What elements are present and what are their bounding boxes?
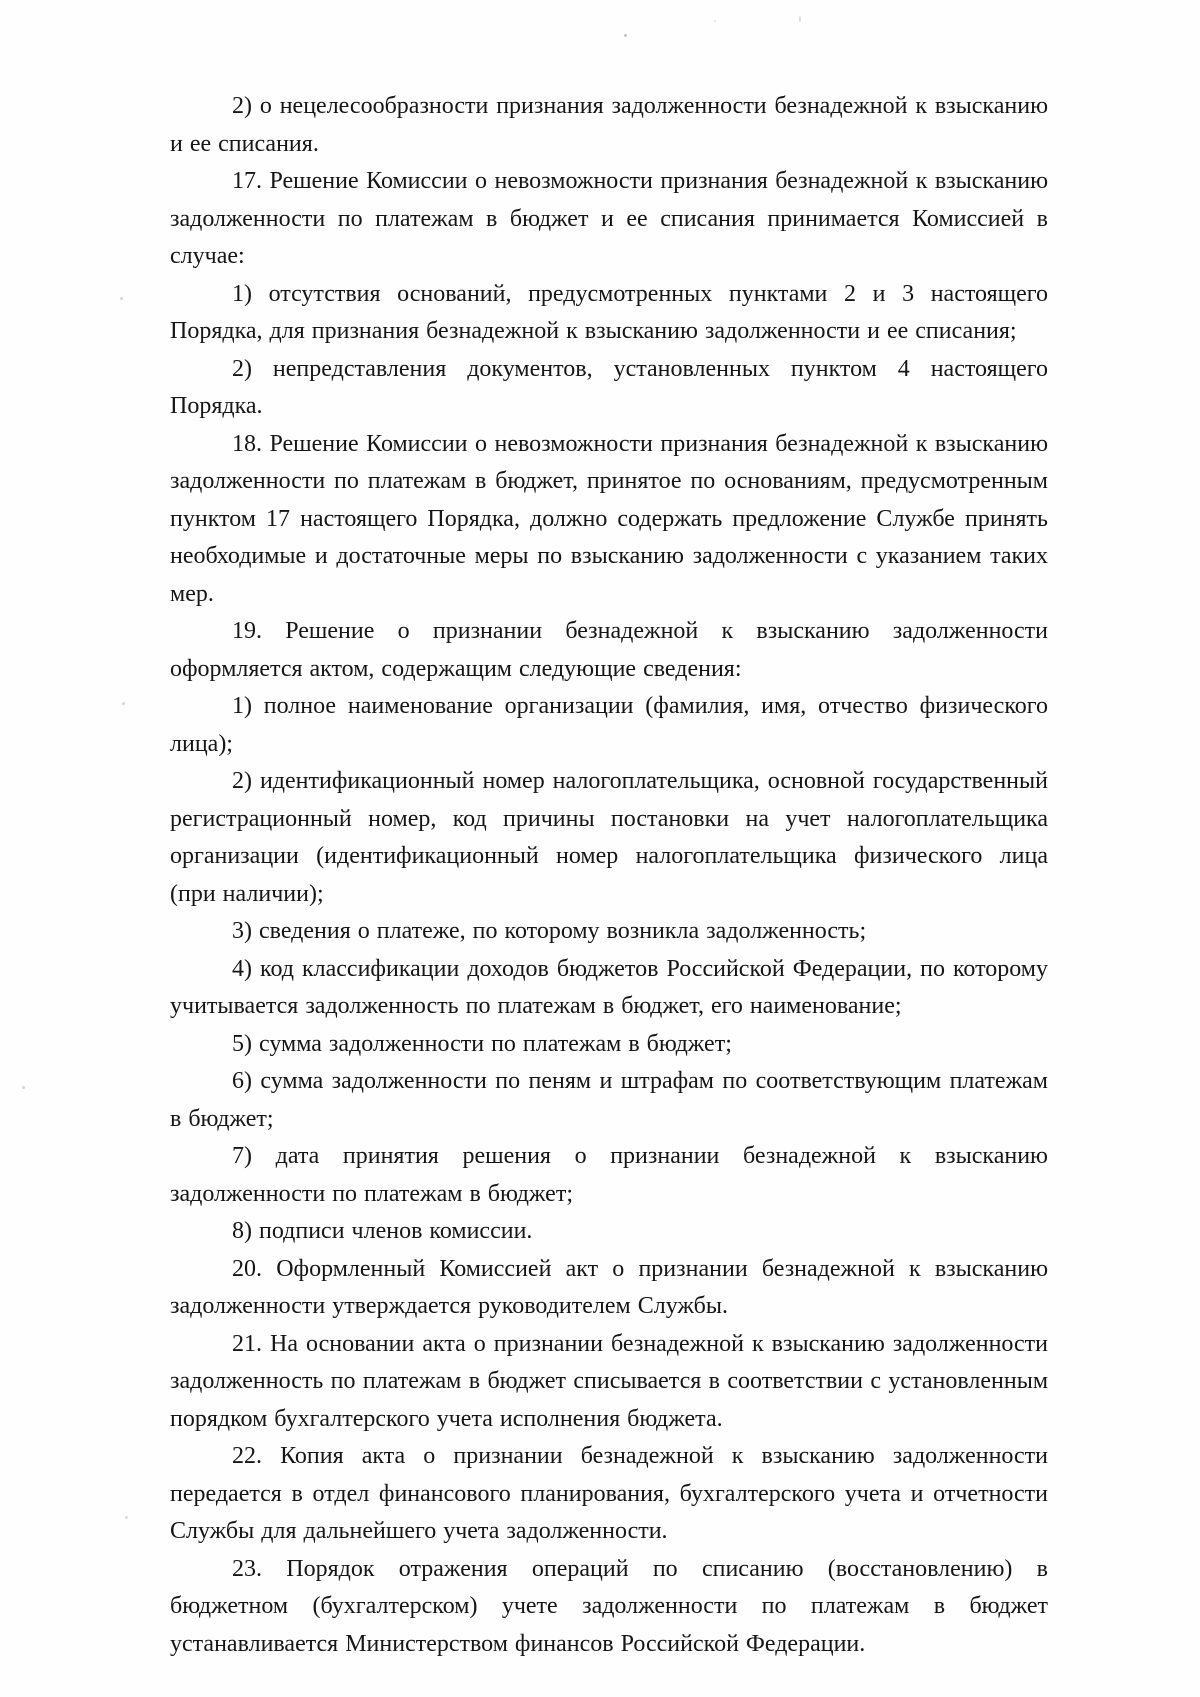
paragraph: 2) непредставления документов, установленных пунктом 4 настоящего Порядка.: [170, 355, 1048, 419]
scan-speck: [125, 1516, 128, 1519]
scan-speck: [22, 1086, 25, 1089]
paragraph: 2) идентификационный номер налогоплательщика, основной государственный регистрационный номер, код причины постановки на учет налогоплательщика организации (идентификационный номер налогоплательщика физического лица (при наличии);: [170, 768, 1048, 907]
paragraph: 1) отсутствия оснований, предусмотренных пунктами 2 и 3 настоящего Порядка, для признания безнадежной к взысканию задолженности и ее списания;: [170, 280, 1048, 344]
scan-speck: [714, 20, 716, 22]
paragraph: 5) сумма задолженности по платежам в бюджет;: [232, 1030, 732, 1057]
paragraph: 6) сумма задолженности по пеням и штрафам по соответствующим платежам в бюджет;: [170, 1068, 1048, 1132]
paragraph: 3) сведения о платеже, по которому возникла задолженность;: [232, 918, 867, 944]
paragraph: 2) о нецелесообразности признания задолженности безнадежной к взысканию и ее списания.: [170, 93, 1048, 157]
paragraph: 18. Решение Комиссии о невозможности признания безнадежной к взысканию задолженности по платежам в бюджет, принятое по основаниям, предусмотренным пунктом 17 настоящего Порядка, должно содержать предложение Службе принять необходимые и достаточные меры по взысканию задолженности с указанием таких мер.: [170, 430, 1048, 607]
paragraph: 17. Решение Комиссии о невозможности признания безнадежной к взысканию задолженности по платежам в бюджет и ее списания принимается Комиссией в случае:: [170, 168, 1048, 269]
paragraph: 1) полное наименование организации (фамилия, имя, отчество физического лица);: [170, 693, 1048, 757]
paragraph: 19. Решение о признании безнадежной к взысканию задолженности оформляется актом, содержащим следующие сведения:: [170, 618, 1048, 682]
scan-speck: [799, 16, 801, 22]
paragraph: 23. Порядок отражения операций по списанию (восстановлению) в бюджетном (бухгалтерском) учете задолженности по платежам в бюджет устанавливается Министерством финансов Российской Федерации.: [170, 1555, 1048, 1657]
paragraph: 22. Копия акта о признании безнадежной к взысканию задолженности передается в отдел финансового планирования, бухгалтерского учета и отчетности Службы для дальнейшего учета задолженности.: [170, 1443, 1048, 1544]
paragraph: 7) дата принятия решения о признании безнадежной к взысканию задолженности по платежам в бюджет;: [170, 1143, 1048, 1207]
scan-speck: [624, 34, 627, 37]
scan-speck: [122, 702, 125, 705]
paragraph: 4) код классификации доходов бюджетов Российской Федерации, по которому учитывается задолженность по платежам в бюджет, его наименование;: [170, 955, 1048, 1019]
scan-speck: [120, 297, 123, 300]
document-body: [170, 88, 1048, 1663]
paragraph: 21. На основании акта о признании безнадежной к взысканию задолженности задолженность по платежам в бюджет списывается в соответствии с установленным порядком бухгалтерского учета исполнения бюджета.: [170, 1330, 1048, 1432]
paragraph: 8) подписи членов комиссии.: [232, 1218, 533, 1244]
paragraph: 20. Оформленный Комиссией акт о признании безнадежной к взысканию задолженности утверждается руководителем Службы.: [170, 1255, 1048, 1319]
